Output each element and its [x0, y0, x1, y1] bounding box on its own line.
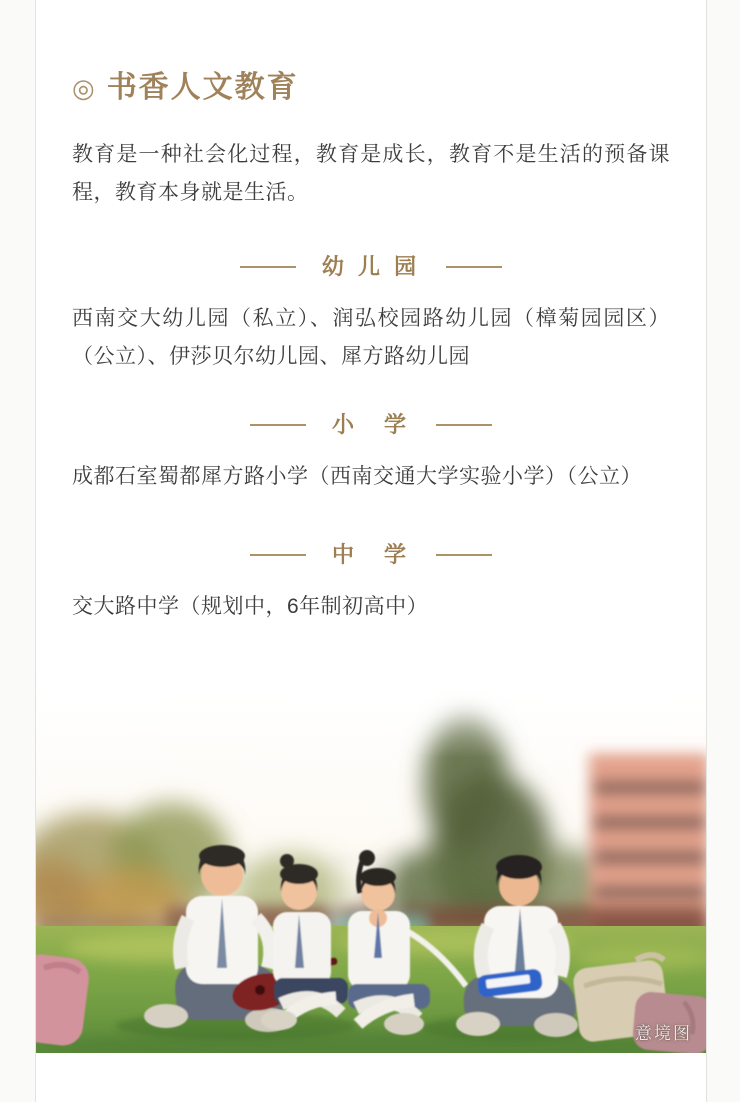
heading-dash-right-icon [436, 424, 492, 426]
kindergarten-heading-label: 幼 儿 园 [321, 254, 421, 279]
middle-school-body-text: 交大路中学（规划中，6年制初高中） [72, 595, 429, 618]
intro-paragraph: 教育是一种社会化过程，教育是成长，教育不是生活的预备课程，教育本身就是生活。 [72, 143, 670, 204]
section-heading-kindergarten [72, 254, 670, 280]
middle-school-heading-label: 中 学 [331, 542, 410, 567]
title-bullseye-icon: ◎ [72, 73, 97, 103]
heading-dash-left-icon [250, 554, 306, 556]
photo-sky-fade [36, 668, 706, 758]
section-heading-middle-school [72, 542, 670, 568]
primary-school-body-text: 成都石室蜀都犀方路小学（西南交通大学实验小学）（公立） [72, 465, 642, 488]
page-title-text: 书香人文教育 [106, 71, 299, 104]
content-card [35, 0, 707, 1102]
heading-dash-right-icon [436, 554, 492, 556]
lifestyle-photo [36, 668, 706, 1053]
photo-illustration [36, 668, 706, 1053]
kindergarten-body-text: 西南交大幼儿园（私立）、润弘校园路幼儿园（樟菊园园区）（公立）、伊莎贝尔幼儿园、犀方路幼儿园 [72, 307, 670, 368]
section-heading-primary-school [72, 412, 670, 438]
photo-watermark: 意境图 [635, 1024, 692, 1043]
heading-dash-right-icon [446, 266, 502, 268]
heading-dash-left-icon [240, 266, 296, 268]
primary-school-heading-label: 小 学 [331, 412, 410, 437]
heading-dash-left-icon [250, 424, 306, 426]
page-title [72, 70, 670, 106]
